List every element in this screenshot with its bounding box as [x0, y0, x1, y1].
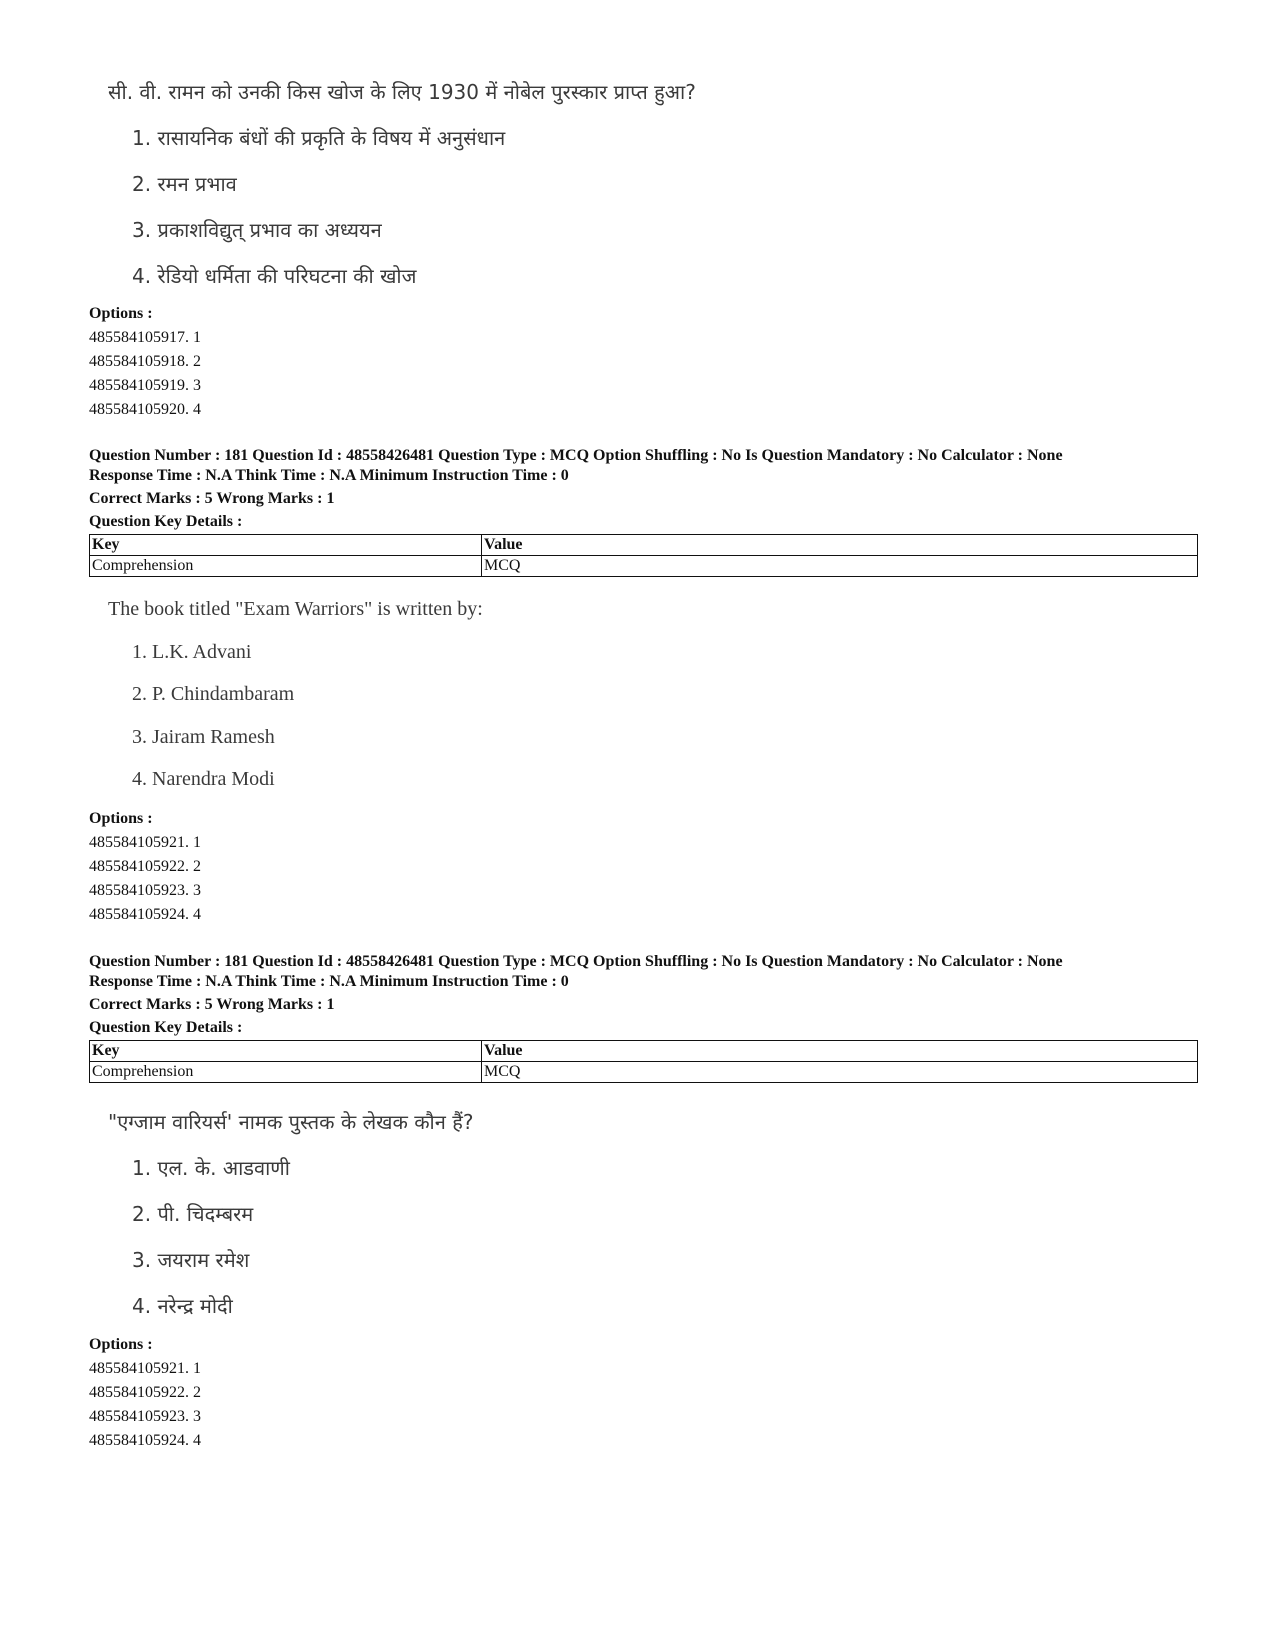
- option-id: 485584105920. 4: [89, 401, 201, 418]
- option-id: 485584105918. 2: [89, 353, 201, 370]
- question-meta: [89, 446, 1063, 532]
- choice-1: 1. L.K. Advani: [132, 641, 252, 663]
- marks-line: Correct Marks : 5 Wrong Marks : 1: [89, 996, 335, 1013]
- table-row: [90, 556, 1198, 577]
- option-id: 485584105917. 1: [89, 329, 201, 346]
- choice-3: 3. प्रकाशविद्युत् प्रभाव का अध्ययन: [132, 218, 382, 242]
- marks-line: Correct Marks : 5 Wrong Marks : 1: [89, 490, 335, 507]
- choice-1: 1. एल. के. आडवाणी: [132, 1156, 290, 1180]
- table-cell-value: MCQ: [482, 1062, 1198, 1083]
- choice-3: 3. जयराम रमेश: [132, 1248, 250, 1272]
- option-id: 485584105923. 3: [89, 882, 201, 899]
- key-details-table: [89, 534, 1198, 577]
- choice-4: 4. रेडियो धर्मिता की परिघटना की खोज: [132, 264, 417, 288]
- choice-2: 2. पी. चिदम्बरम: [132, 1202, 254, 1226]
- options-list: [89, 302, 201, 422]
- choice-3: 3. Jairam Ramesh: [132, 726, 275, 748]
- options-label: Options :: [89, 1336, 153, 1353]
- table-cell-key: Comprehension: [90, 556, 482, 577]
- meta-line-1: Question Number : 181 Question Id : 48558426481 Question Type : MCQ Option Shuffling : No Is Question Mandatory : No Calculator : None: [89, 953, 1063, 970]
- option-id: 485584105922. 2: [89, 1384, 201, 1401]
- option-id: 485584105919. 3: [89, 377, 201, 394]
- option-id: 485584105922. 2: [89, 858, 201, 875]
- option-id: 485584105921. 1: [89, 834, 201, 851]
- options-label: Options :: [89, 810, 153, 827]
- options-list: [89, 1333, 201, 1453]
- table-cell-key: Comprehension: [90, 1062, 482, 1083]
- options-list: [89, 807, 201, 927]
- question-block-exam-warriors-hi: [108, 1108, 474, 1318]
- choice-4: 4. Narendra Modi: [132, 768, 275, 790]
- option-id: 485584105924. 4: [89, 906, 201, 923]
- question-text: The book titled "Exam Warriors" is written by:: [108, 598, 483, 620]
- table-header-value: Value: [482, 1041, 1198, 1062]
- meta-line-2: Response Time : N.A Think Time : N.A Minimum Instruction Time : 0: [89, 973, 569, 990]
- question-text: सी. वी. रामन को उनकी किस खोज के लिए 1930 में नोबेल पुरस्कार प्राप्त हुआ?: [108, 80, 696, 104]
- question-block-exam-warriors-en: [108, 598, 483, 790]
- option-id: 485584105921. 1: [89, 1360, 201, 1377]
- key-details-label: Question Key Details :: [89, 1019, 243, 1036]
- option-id: 485584105923. 3: [89, 1408, 201, 1425]
- key-details-table: [89, 1040, 1198, 1083]
- table-row: [90, 1062, 1198, 1083]
- choice-4: 4. नरेन्द्र मोदी: [132, 1294, 233, 1318]
- choice-1: 1. रासायनिक बंधों की प्रकृति के विषय में अनुसंधान: [132, 126, 506, 150]
- question-text: "एग्जाम वारियर्स' नामक पुस्तक के लेखक कौन हैं?: [108, 1110, 474, 1134]
- table-header-row: [90, 535, 1198, 556]
- options-label: Options :: [89, 305, 153, 322]
- option-id: 485584105924. 4: [89, 1432, 201, 1449]
- question-meta: [89, 952, 1063, 1038]
- table-cell-value: MCQ: [482, 556, 1198, 577]
- table-header-value: Value: [482, 535, 1198, 556]
- choice-2: 2. रमन प्रभाव: [132, 172, 237, 196]
- question-block-raman: [108, 78, 696, 288]
- meta-line-1: Question Number : 181 Question Id : 48558426481 Question Type : MCQ Option Shuffling : No Is Question Mandatory : No Calculator : None: [89, 447, 1063, 464]
- table-header-row: [90, 1041, 1198, 1062]
- table-header-key: Key: [90, 1041, 482, 1062]
- meta-line-2: Response Time : N.A Think Time : N.A Minimum Instruction Time : 0: [89, 467, 569, 484]
- key-details-label: Question Key Details :: [89, 513, 243, 530]
- choice-2: 2. P. Chindambaram: [132, 683, 295, 705]
- table-header-key: Key: [90, 535, 482, 556]
